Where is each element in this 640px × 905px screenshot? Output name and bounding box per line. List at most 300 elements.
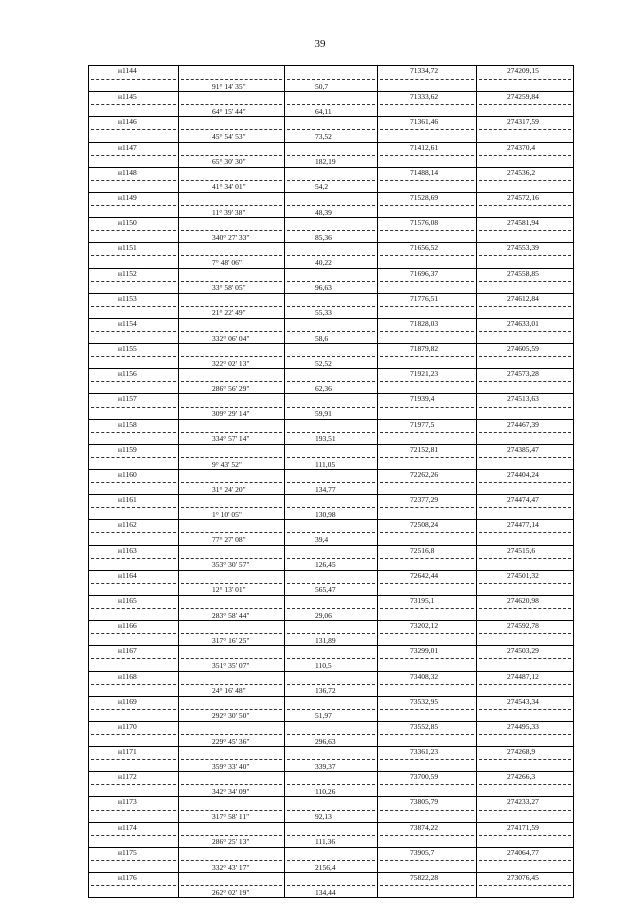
x-coordinate: 71528,69 bbox=[410, 192, 439, 202]
point-name: н1144 bbox=[118, 66, 137, 75]
point-cell bbox=[89, 218, 178, 242]
row-underline bbox=[287, 860, 375, 861]
table-row bbox=[89, 167, 573, 192]
y-cell bbox=[476, 294, 573, 318]
row-underline bbox=[91, 558, 176, 559]
point-cell bbox=[89, 546, 178, 570]
row-underline bbox=[287, 810, 375, 811]
y-coordinate: 274536,2 bbox=[507, 167, 536, 177]
distance-cell bbox=[284, 646, 377, 670]
x-coordinate: 73408,32 bbox=[410, 671, 439, 681]
row-underline bbox=[287, 306, 375, 307]
x-coordinate: 72516,8 bbox=[410, 545, 435, 555]
direction-angle: 332° 43' 17" bbox=[212, 862, 250, 872]
row-underline bbox=[181, 407, 282, 408]
point-cell bbox=[89, 143, 178, 167]
x-coordinate: 71921,23 bbox=[410, 369, 439, 379]
x-coordinate: 71576,08 bbox=[410, 218, 439, 228]
table-row bbox=[89, 242, 573, 267]
y-coordinate: 274259,84 bbox=[507, 92, 539, 102]
point-cell bbox=[89, 269, 178, 293]
distance-value: 29,06 bbox=[315, 610, 332, 620]
x-cell bbox=[377, 873, 476, 897]
row-underline bbox=[181, 381, 282, 382]
point-name: н1167 bbox=[118, 646, 137, 656]
x-coordinate: 73905,7 bbox=[410, 847, 435, 857]
table-row bbox=[89, 343, 573, 368]
y-coordinate: 274620,98 bbox=[507, 595, 539, 605]
x-coordinate: 72508,24 bbox=[410, 520, 439, 530]
row-underline bbox=[380, 79, 474, 80]
y-cell bbox=[476, 873, 573, 897]
point-name: н1168 bbox=[118, 671, 137, 681]
row-underline bbox=[181, 482, 282, 483]
y-cell bbox=[476, 596, 573, 620]
distance-value: 339,37 bbox=[315, 761, 336, 771]
row-underline bbox=[479, 860, 571, 861]
row-underline bbox=[91, 482, 176, 483]
angle-cell bbox=[178, 394, 284, 418]
y-coordinate: 274209,15 bbox=[507, 66, 539, 75]
row-underline bbox=[91, 331, 176, 332]
row-underline bbox=[91, 658, 176, 659]
table-row bbox=[89, 746, 573, 771]
row-underline bbox=[479, 255, 571, 256]
row-underline bbox=[479, 104, 571, 105]
point-cell bbox=[89, 873, 178, 897]
row-underline bbox=[181, 457, 282, 458]
angle-cell bbox=[178, 420, 284, 444]
y-cell bbox=[476, 369, 573, 393]
x-coordinate: 71696,37 bbox=[410, 268, 439, 278]
x-coordinate: 73532,95 bbox=[410, 696, 439, 706]
distance-cell bbox=[284, 848, 377, 872]
y-coordinate: 274064,77 bbox=[507, 847, 539, 857]
direction-angle: 64° 15' 44" bbox=[212, 106, 246, 116]
direction-angle: 292° 30' 50" bbox=[212, 711, 250, 721]
y-cell bbox=[476, 697, 573, 721]
angle-cell bbox=[178, 520, 284, 544]
distance-value: 134,44 bbox=[315, 887, 336, 897]
angle-cell bbox=[178, 193, 284, 217]
row-underline bbox=[91, 255, 176, 256]
table-row bbox=[89, 570, 573, 595]
row-underline bbox=[380, 860, 474, 861]
x-cell bbox=[377, 243, 476, 267]
direction-angle: 317° 58' 11" bbox=[212, 812, 250, 822]
direction-angle: 21° 22' 49" bbox=[212, 308, 246, 318]
x-coordinate: 71656,52 bbox=[410, 243, 439, 253]
distance-cell bbox=[284, 218, 377, 242]
row-underline bbox=[380, 205, 474, 206]
row-underline bbox=[181, 784, 282, 785]
y-coordinate: 274268,9 bbox=[507, 747, 536, 757]
row-underline bbox=[380, 356, 474, 357]
table-row bbox=[89, 91, 573, 116]
point-cell bbox=[89, 520, 178, 544]
x-coordinate: 71879,82 bbox=[410, 344, 439, 354]
point-cell bbox=[89, 722, 178, 746]
row-underline bbox=[91, 633, 176, 634]
y-cell bbox=[476, 672, 573, 696]
y-cell bbox=[476, 193, 573, 217]
row-underline bbox=[479, 608, 571, 609]
y-coordinate: 274605,59 bbox=[507, 344, 539, 354]
y-cell bbox=[476, 772, 573, 796]
row-underline bbox=[380, 532, 474, 533]
direction-angle: 77° 27' 08" bbox=[212, 535, 246, 545]
table-row bbox=[89, 620, 573, 645]
row-underline bbox=[380, 885, 474, 886]
row-underline bbox=[181, 230, 282, 231]
row-underline bbox=[287, 658, 375, 659]
x-cell bbox=[377, 143, 476, 167]
row-underline bbox=[91, 104, 176, 105]
row-underline bbox=[181, 129, 282, 130]
y-cell bbox=[476, 546, 573, 570]
distance-cell bbox=[284, 697, 377, 721]
point-name: н1145 bbox=[118, 92, 137, 102]
row-underline bbox=[181, 155, 282, 156]
point-cell bbox=[89, 747, 178, 771]
point-name: н1176 bbox=[118, 873, 137, 882]
row-underline bbox=[479, 230, 571, 231]
point-name: н1152 bbox=[118, 268, 137, 278]
y-cell bbox=[476, 470, 573, 494]
distance-cell bbox=[284, 420, 377, 444]
direction-angle: 262° 02' 19" bbox=[212, 887, 250, 897]
point-cell bbox=[89, 621, 178, 645]
x-coordinate: 72262,26 bbox=[410, 470, 439, 479]
distance-cell bbox=[284, 193, 377, 217]
row-underline bbox=[91, 532, 176, 533]
row-underline bbox=[479, 457, 571, 458]
row-underline bbox=[287, 230, 375, 231]
direction-angle: 286° 56' 29" bbox=[212, 383, 250, 393]
x-coordinate: 73874,22 bbox=[410, 822, 439, 832]
direction-angle: 41° 34' 01" bbox=[212, 182, 246, 192]
row-underline bbox=[287, 885, 375, 886]
direction-angle: 286° 25' 13" bbox=[212, 837, 250, 847]
row-underline bbox=[91, 507, 176, 508]
distance-value: 39,4 bbox=[315, 535, 329, 545]
angle-cell bbox=[178, 218, 284, 242]
row-underline bbox=[91, 608, 176, 609]
distance-cell bbox=[284, 294, 377, 318]
row-underline bbox=[91, 381, 176, 382]
x-coordinate: 73195,1 bbox=[410, 595, 435, 605]
point-name: н1148 bbox=[118, 167, 137, 177]
y-cell bbox=[476, 823, 573, 847]
direction-angle: 31° 24' 20" bbox=[212, 484, 246, 494]
row-underline bbox=[479, 205, 571, 206]
x-coordinate: 71977,5 bbox=[410, 419, 435, 429]
y-cell bbox=[476, 420, 573, 444]
distance-cell bbox=[284, 797, 377, 821]
y-cell bbox=[476, 797, 573, 821]
x-coordinate: 71412,61 bbox=[410, 142, 439, 152]
x-coordinate: 72152,81 bbox=[410, 444, 439, 454]
x-cell bbox=[377, 218, 476, 242]
direction-angle: 322° 02' 13" bbox=[212, 358, 250, 368]
direction-angle: 283° 58' 44" bbox=[212, 610, 250, 620]
y-cell bbox=[476, 646, 573, 670]
row-underline bbox=[181, 885, 282, 886]
x-coordinate: 73361,23 bbox=[410, 747, 439, 757]
row-underline bbox=[91, 356, 176, 357]
angle-cell bbox=[178, 92, 284, 116]
point-name: н1155 bbox=[118, 344, 137, 354]
direction-angle: 342° 34' 09" bbox=[212, 786, 250, 796]
row-underline bbox=[380, 709, 474, 710]
point-name: н1169 bbox=[118, 696, 137, 706]
row-underline bbox=[287, 381, 375, 382]
point-cell bbox=[89, 445, 178, 469]
row-underline bbox=[181, 583, 282, 584]
distance-cell bbox=[284, 369, 377, 393]
row-underline bbox=[380, 255, 474, 256]
distance-cell bbox=[284, 571, 377, 595]
row-underline bbox=[479, 684, 571, 685]
angle-cell bbox=[178, 546, 284, 570]
row-underline bbox=[287, 255, 375, 256]
row-underline bbox=[91, 457, 176, 458]
row-underline bbox=[287, 633, 375, 634]
distance-cell bbox=[284, 772, 377, 796]
row-underline bbox=[181, 79, 282, 80]
point-cell bbox=[89, 495, 178, 519]
distance-cell bbox=[284, 269, 377, 293]
x-cell bbox=[377, 445, 476, 469]
distance-value: 48,39 bbox=[315, 207, 332, 217]
angle-cell bbox=[178, 344, 284, 368]
row-underline bbox=[91, 709, 176, 710]
row-underline bbox=[91, 129, 176, 130]
row-underline bbox=[380, 507, 474, 508]
direction-angle: 340° 27' 33" bbox=[212, 232, 250, 242]
row-underline bbox=[380, 407, 474, 408]
x-cell bbox=[377, 646, 476, 670]
row-underline bbox=[181, 356, 282, 357]
table-row bbox=[89, 494, 573, 519]
row-underline bbox=[91, 835, 176, 836]
angle-cell bbox=[178, 797, 284, 821]
row-underline bbox=[380, 381, 474, 382]
point-name: н1149 bbox=[118, 192, 137, 202]
x-cell bbox=[377, 596, 476, 620]
distance-cell bbox=[284, 621, 377, 645]
y-coordinate: 274404,24 bbox=[507, 470, 539, 479]
point-cell bbox=[89, 797, 178, 821]
row-underline bbox=[479, 356, 571, 357]
y-coordinate: 274572,16 bbox=[507, 192, 539, 202]
row-underline bbox=[181, 759, 282, 760]
row-underline bbox=[479, 155, 571, 156]
row-underline bbox=[181, 255, 282, 256]
distance-cell bbox=[284, 672, 377, 696]
y-cell bbox=[476, 747, 573, 771]
angle-cell bbox=[178, 294, 284, 318]
distance-value: 51,97 bbox=[315, 711, 332, 721]
point-name: н1158 bbox=[118, 419, 137, 429]
x-cell bbox=[377, 546, 476, 570]
point-cell bbox=[89, 193, 178, 217]
row-underline bbox=[479, 180, 571, 181]
row-underline bbox=[181, 432, 282, 433]
point-cell bbox=[89, 394, 178, 418]
row-underline bbox=[287, 104, 375, 105]
distance-cell bbox=[284, 495, 377, 519]
distance-value: 73,52 bbox=[315, 132, 332, 142]
row-underline bbox=[181, 734, 282, 735]
table-row bbox=[89, 847, 573, 872]
row-underline bbox=[181, 104, 282, 105]
table-row bbox=[89, 595, 573, 620]
distance-cell bbox=[284, 143, 377, 167]
y-coordinate: 274503,29 bbox=[507, 646, 539, 656]
table-row bbox=[89, 671, 573, 696]
distance-value: 111,36 bbox=[315, 837, 336, 847]
y-cell bbox=[476, 520, 573, 544]
row-underline bbox=[479, 507, 571, 508]
distance-cell bbox=[284, 66, 377, 91]
row-underline bbox=[287, 281, 375, 282]
row-underline bbox=[91, 180, 176, 181]
y-coordinate: 274515,6 bbox=[507, 545, 536, 555]
y-coordinate: 274633,01 bbox=[507, 318, 539, 328]
row-underline bbox=[91, 583, 176, 584]
row-underline bbox=[287, 835, 375, 836]
row-underline bbox=[181, 558, 282, 559]
row-underline bbox=[479, 381, 571, 382]
angle-cell bbox=[178, 66, 284, 91]
row-underline bbox=[380, 684, 474, 685]
direction-angle: 65° 30' 30" bbox=[212, 157, 246, 167]
direction-angle: 11° 39' 38" bbox=[212, 207, 246, 217]
row-underline bbox=[287, 129, 375, 130]
table-row bbox=[89, 116, 573, 141]
x-cell bbox=[377, 848, 476, 872]
point-name: н1170 bbox=[118, 721, 137, 731]
point-cell bbox=[89, 66, 178, 91]
row-underline bbox=[287, 608, 375, 609]
point-name: н1171 bbox=[118, 747, 137, 757]
row-underline bbox=[91, 734, 176, 735]
direction-angle: 317° 16' 25" bbox=[212, 635, 250, 645]
direction-angle: 9° 43' 52" bbox=[212, 459, 242, 469]
table-row bbox=[89, 444, 573, 469]
row-underline bbox=[91, 759, 176, 760]
row-underline bbox=[91, 432, 176, 433]
point-cell bbox=[89, 319, 178, 343]
distance-value: 182,19 bbox=[315, 157, 336, 167]
x-cell bbox=[377, 319, 476, 343]
row-underline bbox=[181, 860, 282, 861]
row-underline bbox=[380, 180, 474, 181]
row-underline bbox=[479, 885, 571, 886]
x-coordinate: 72642,44 bbox=[410, 570, 439, 580]
row-underline bbox=[380, 608, 474, 609]
table-row bbox=[89, 519, 573, 544]
direction-angle: 359° 33' 40" bbox=[212, 761, 250, 771]
table-row bbox=[89, 268, 573, 293]
row-underline bbox=[287, 784, 375, 785]
angle-cell bbox=[178, 672, 284, 696]
x-cell bbox=[377, 269, 476, 293]
row-underline bbox=[380, 104, 474, 105]
angle-cell bbox=[178, 646, 284, 670]
point-name: н1163 bbox=[118, 545, 137, 555]
row-underline bbox=[479, 129, 571, 130]
distance-value: 193,51 bbox=[315, 434, 336, 444]
row-underline bbox=[287, 583, 375, 584]
x-cell bbox=[377, 470, 476, 494]
row-underline bbox=[181, 709, 282, 710]
point-cell bbox=[89, 672, 178, 696]
row-underline bbox=[380, 306, 474, 307]
row-underline bbox=[479, 734, 571, 735]
row-underline bbox=[479, 759, 571, 760]
y-coordinate: 274573,28 bbox=[507, 369, 539, 379]
point-cell bbox=[89, 344, 178, 368]
row-underline bbox=[380, 583, 474, 584]
table-row bbox=[89, 66, 573, 91]
row-underline bbox=[181, 835, 282, 836]
x-cell bbox=[377, 92, 476, 116]
angle-cell bbox=[178, 269, 284, 293]
y-cell bbox=[476, 571, 573, 595]
angle-cell bbox=[178, 596, 284, 620]
point-cell bbox=[89, 848, 178, 872]
distance-value: 40,22 bbox=[315, 258, 332, 267]
distance-value: 136,72 bbox=[315, 686, 336, 696]
point-name: н1159 bbox=[118, 444, 137, 454]
point-cell bbox=[89, 420, 178, 444]
row-underline bbox=[287, 155, 375, 156]
y-coordinate: 274233,27 bbox=[507, 797, 539, 807]
x-cell bbox=[377, 520, 476, 544]
row-underline bbox=[380, 734, 474, 735]
distance-value: 110,5 bbox=[315, 661, 332, 670]
row-underline bbox=[380, 658, 474, 659]
point-name: н1175 bbox=[118, 847, 137, 857]
y-cell bbox=[476, 394, 573, 418]
row-underline bbox=[287, 558, 375, 559]
point-name: н1156 bbox=[118, 369, 137, 379]
distance-value: 130,98 bbox=[315, 509, 336, 519]
angle-cell bbox=[178, 143, 284, 167]
angle-cell bbox=[178, 495, 284, 519]
row-underline bbox=[91, 684, 176, 685]
table-row bbox=[89, 872, 573, 897]
row-underline bbox=[479, 532, 571, 533]
y-coordinate: 274543,34 bbox=[507, 696, 539, 706]
point-name: н1160 bbox=[118, 470, 137, 479]
row-underline bbox=[287, 331, 375, 332]
x-coordinate: 73805,79 bbox=[410, 797, 439, 807]
x-coordinate: 71361,46 bbox=[410, 117, 439, 127]
row-underline bbox=[380, 281, 474, 282]
x-cell bbox=[377, 823, 476, 847]
row-underline bbox=[380, 155, 474, 156]
angle-cell bbox=[178, 117, 284, 141]
y-coordinate: 274581,94 bbox=[507, 218, 539, 228]
distance-cell bbox=[284, 344, 377, 368]
x-coordinate: 72377,29 bbox=[410, 495, 439, 505]
distance-cell bbox=[284, 168, 377, 192]
x-coordinate: 71939,4 bbox=[410, 394, 435, 404]
angle-cell bbox=[178, 697, 284, 721]
